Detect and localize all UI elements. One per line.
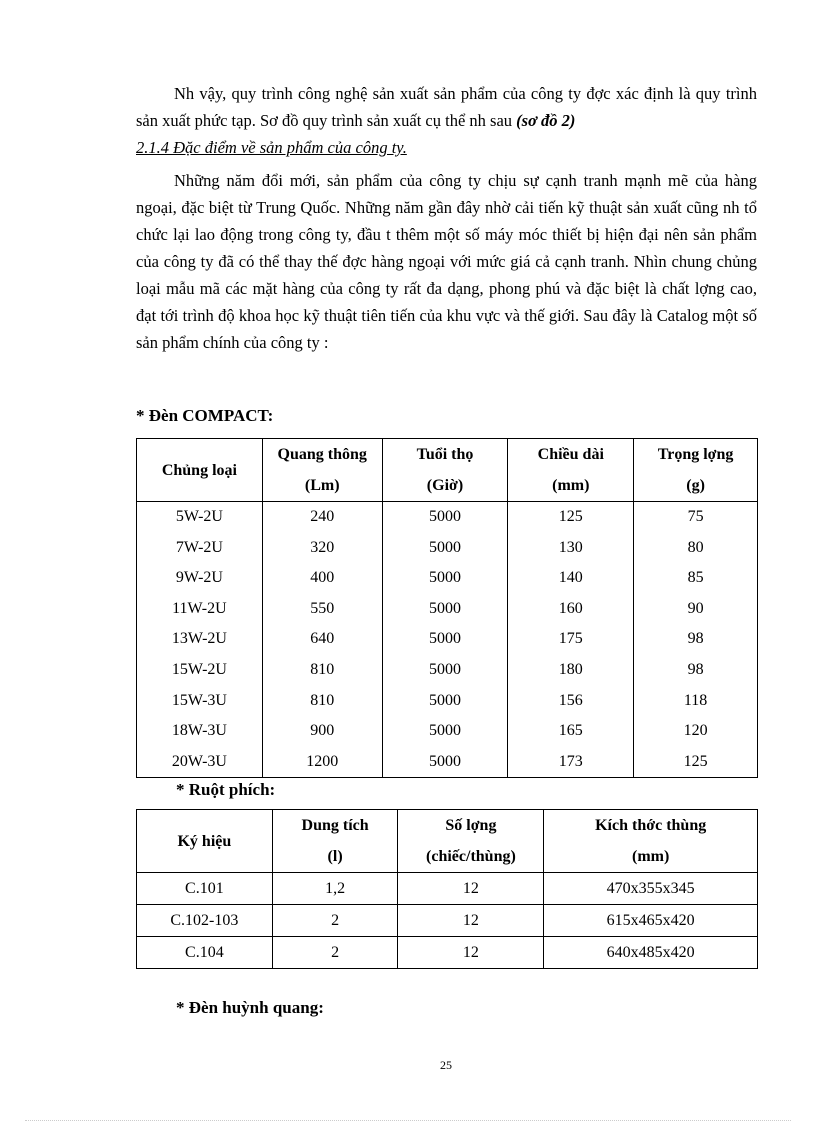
compact-table-cell: 173 [508,747,634,778]
fluorescent-lamp-title: * Đèn huỳnh quang: [176,998,324,1017]
thermos-table-cell: 615x465x420 [544,905,758,937]
compact-table-cell: 156 [508,686,634,717]
header-quantity: Số lợng (chiếc/thùng) [398,810,544,873]
compact-table-cell: 5000 [382,747,508,778]
thermos-table-cell: 12 [398,937,544,969]
thermos-table-cell: 2 [272,905,398,937]
thermos-table-cell: C.102-103 [137,905,273,937]
compact-lamp-table [136,438,758,778]
thermos-table-cell: 12 [398,905,544,937]
compact-lamp-title: * Đèn COMPACT: [136,406,274,425]
compact-table-row [137,502,758,533]
thermos-table-cell: C.101 [137,873,273,905]
compact-table-cell: 13W-2U [137,624,263,655]
thermos-table-cell: 640x485x420 [544,937,758,969]
compact-table-cell: 240 [262,502,382,533]
compact-table-cell: 125 [634,747,758,778]
compact-table-row [137,747,758,778]
page-number: 25 [440,1058,452,1072]
compact-table-cell: 125 [508,502,634,533]
thermos-table-cell: 1,2 [272,873,398,905]
compact-table-cell: 18W-3U [137,716,263,747]
compact-table-row [137,624,758,655]
product-description-paragraph: Những năm đổi mới, sản phẩm của công ty chịu sự cạnh tranh mạnh mẽ của hàng ngoại, đặc biệt từ Trung Quốc. Những năm gần đây nhờ cải tiến kỹ thuật sản xuất cũng nh tổ chức lại lao động trong công ty, đầu t thêm một số máy móc thiết bị hiện đại nên sản phẩm của công ty đã có thể thay thế đợc hàng ngoại với mức giá cả cạnh tranh. Nhìn chung chủng loại mẫu mã các mặt hàng của công ty rất đa dạng, phong phú và đặc biệt là chất lợng cao, đạt tới trình độ khoa học kỹ thuật tiên tiến của khu vực và thế giới. Sau đây là Catalog một số sản phẩm chính của công ty : [136,171,757,352]
compact-table-cell: 5000 [382,594,508,625]
intro-paragraph [136,80,757,134]
compact-table-cell: 7W-2U [137,533,263,564]
compact-table-row [137,686,758,717]
header-box-size: Kích thớc thùng (mm) [544,810,758,873]
thermos-table-cell: 2 [272,937,398,969]
compact-table-cell: 98 [634,624,758,655]
intro-paragraph-text: Nh vậy, quy trình công nghệ sản xuất sản phẩm của công ty đợc xác định là quy trình sản xuất phức tạp. Sơ đồ quy trình sản xuất cụ thể nh sau [136,84,757,130]
compact-table-cell: 5000 [382,686,508,717]
compact-table-cell: 15W-2U [137,655,263,686]
compact-table-cell: 175 [508,624,634,655]
compact-table-cell: 810 [262,686,382,717]
compact-table-cell: 20W-3U [137,747,263,778]
thermos-header-row [137,810,758,873]
compact-table-cell: 90 [634,594,758,625]
compact-table-cell: 180 [508,655,634,686]
compact-table-cell: 5000 [382,533,508,564]
page-bottom-border [25,1120,791,1121]
compact-table-row [137,533,758,564]
compact-table-cell: 160 [508,594,634,625]
compact-table-cell: 98 [634,655,758,686]
compact-table-cell: 9W-2U [137,563,263,594]
compact-table-cell: 320 [262,533,382,564]
compact-table-cell: 550 [262,594,382,625]
compact-table-row [137,563,758,594]
thermos-table-row [137,905,758,937]
section-heading: 2.1.4 Đặc điểm về sản phẩm của công ty. [136,138,407,157]
compact-table-cell: 11W-2U [137,594,263,625]
compact-table-cell: 810 [262,655,382,686]
header-type: Chủng loại [137,439,263,502]
compact-table-cell: 75 [634,502,758,533]
compact-header-row [137,439,758,502]
header-code: Ký hiệu [137,810,273,873]
compact-table-cell: 900 [262,716,382,747]
thermos-table-row [137,873,758,905]
header-flux: Quang thông (Lm) [262,439,382,502]
compact-table-row [137,655,758,686]
thermos-table-cell: 12 [398,873,544,905]
thermos-table-cell: 470x355x345 [544,873,758,905]
compact-table-cell: 5000 [382,624,508,655]
thermos-core-table [136,809,758,969]
compact-table-cell: 5000 [382,502,508,533]
compact-table-cell: 140 [508,563,634,594]
compact-table-cell: 5000 [382,563,508,594]
diagram-reference: (sơ đồ 2) [516,111,576,130]
compact-table-cell: 5000 [382,716,508,747]
compact-table-cell: 15W-3U [137,686,263,717]
compact-table-cell: 640 [262,624,382,655]
compact-table-cell: 120 [634,716,758,747]
header-weight: Trọng lợng (g) [634,439,758,502]
compact-table-cell: 85 [634,563,758,594]
header-life: Tuổi thọ (Giờ) [382,439,508,502]
compact-table-cell: 130 [508,533,634,564]
compact-table-cell: 165 [508,716,634,747]
header-length: Chiều dài (mm) [508,439,634,502]
compact-table-cell: 400 [262,563,382,594]
compact-table-row [137,716,758,747]
compact-table-cell: 5000 [382,655,508,686]
thermos-table-row [137,937,758,969]
thermos-core-title: * Ruột phích: [176,780,276,799]
compact-table-cell: 80 [634,533,758,564]
compact-table-cell: 118 [634,686,758,717]
thermos-table-cell: C.104 [137,937,273,969]
compact-table-cell: 5W-2U [137,502,263,533]
header-capacity: Dung tích (l) [272,810,398,873]
compact-table-cell: 1200 [262,747,382,778]
compact-table-row [137,594,758,625]
